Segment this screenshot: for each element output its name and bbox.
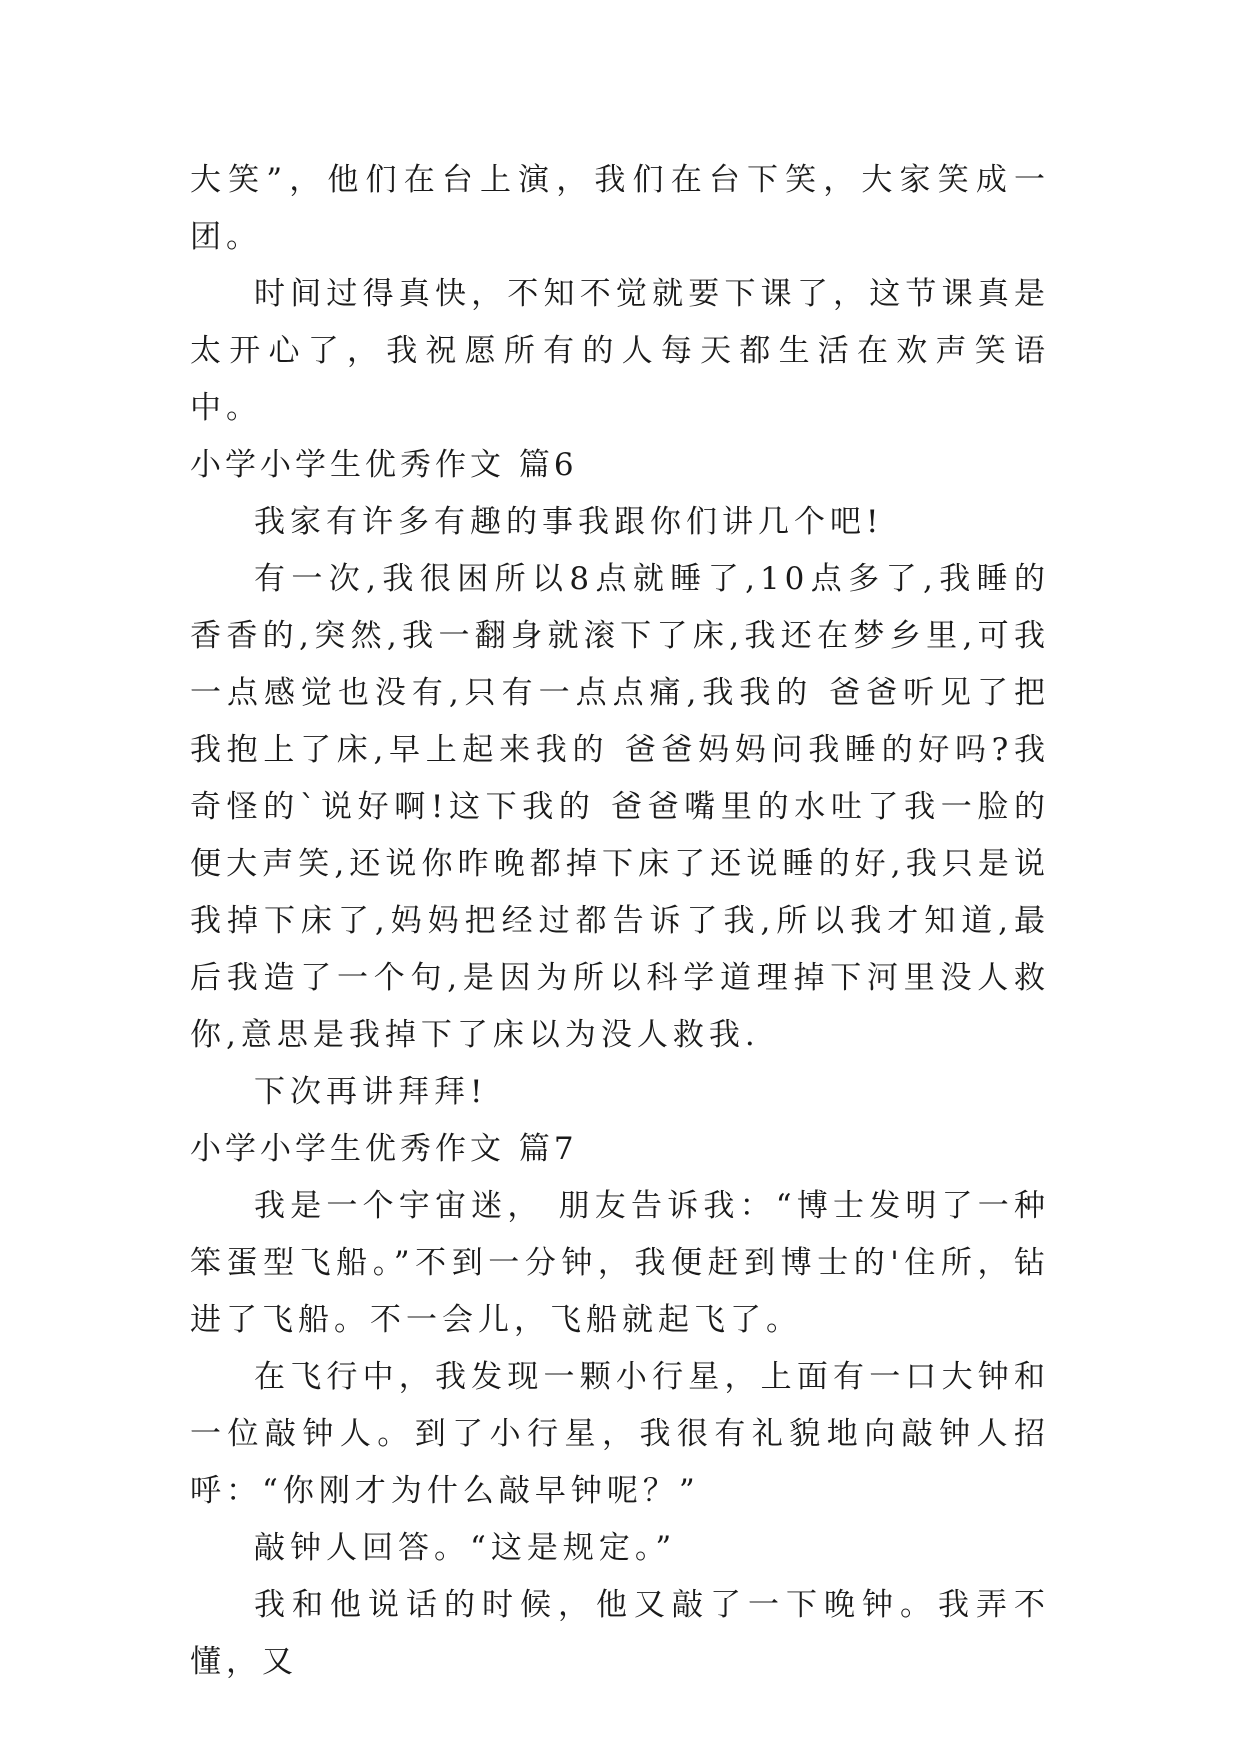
paragraph: 我和他说话的时候，他又敲了一下晚钟。我弄不懂，又: [190, 1587, 1050, 1680]
paragraph: 在飞行中，我发现一颗小行星，上面有一口大钟和一位敲钟人。到了小行星，我很有礼貌地向敲钟人招呼：“你刚才为什么敲早钟呢？”: [190, 1359, 1050, 1509]
paragraph: 敲钟人回答。“这是规定。”: [254, 1530, 677, 1566]
section-heading: 小学小学生优秀作文 篇7: [190, 1131, 578, 1167]
paragraph: 时间过得真快，不知不觉就要下课了，这节课真是太开心了，我祝愿所有的人每天都生活在欢声笑语中。: [190, 276, 1050, 426]
section-heading: 小学小学生优秀作文 篇6: [190, 447, 578, 483]
paragraph: 我是一个宇宙迷， 朋友告诉我：“博士发明了一种笨蛋型飞船。”不到一分钟，我便赶到博士的'住所，钻进了飞船。不一会儿，飞船就起飞了。: [190, 1188, 1050, 1338]
paragraph: 大笑”，他们在台上演，我们在台下笑，大家笑成一团。: [190, 162, 1050, 255]
paragraph: 下次再讲拜拜!: [254, 1074, 488, 1110]
paragraph: 有一次,我很困所以8点就睡了,10点多了,我睡的香香的,突然,我一翻身就滚下了床,我还在梦乡里,可我一点感觉也没有,只有一点点痛,我我的 爸爸听见了把我抱上了床,早上起来我的 爸爸妈妈问我睡的好吗?我奇怪的`说好啊!这下我的 爸爸嘴里的水吐了我一脸的便大声笑,还说你昨晚都掉下床了还说睡的好,我只是说我掉下床了,妈妈把经过都告诉了我,所以我才知道,最后我造了一个句,是因为所以科学道理掉下河里没人救你,意思是我掉下了床以为没人救我.: [190, 561, 1050, 1053]
paragraph: 我家有许多有趣的事我跟你们讲几个吧!: [254, 504, 884, 540]
document-body: [190, 152, 1050, 1691]
